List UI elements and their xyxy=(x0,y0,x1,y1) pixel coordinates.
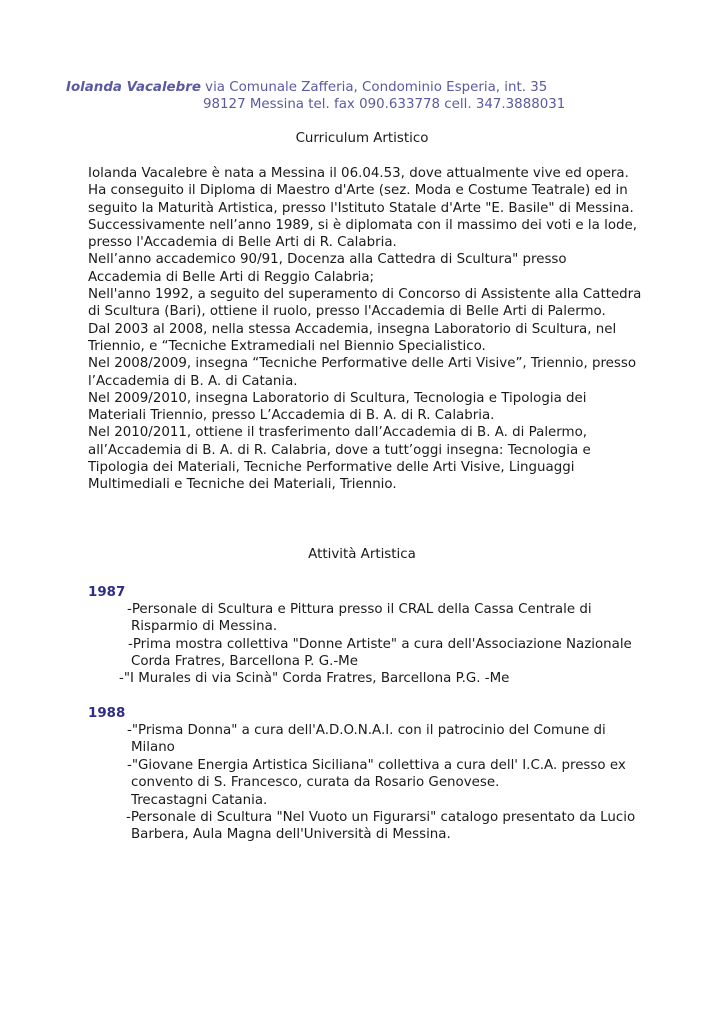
bio-line: Successivamente nell’anno 1989, si è diplomata con il massimo dei voti e la lode, xyxy=(88,217,638,233)
entry-1987-line: Risparmio di Messina. xyxy=(131,619,278,634)
bio-line: Nell'anno 1992, a seguito del superamento di Concorso di Assistente alla Cattedra xyxy=(88,287,642,303)
bio-line: all’Accademia di B. A. di R. Calabria, dove a tutt’oggi insegna: Tecnologia e xyxy=(88,442,591,458)
bio-line: Materiali Triennio, presso L’Accademia di B. A. di R. Calabria. xyxy=(88,408,495,424)
bio-line: Multimediali e Tecniche dei Materiali, Triennio. xyxy=(88,477,397,493)
bio-paragraph xyxy=(88,165,688,494)
entry-1987-line: -"I Murales di via Scinà" Corda Fratres, Barcellona P.G. -Me xyxy=(119,671,510,686)
bio-line: Dal 2003 al 2008, nella stessa Accademia, insegna Laboratorio di Scultura, nel xyxy=(88,321,617,337)
entry-1988-line: Milano xyxy=(131,740,175,755)
entry-1988-line: -"Giovane Energia Artistica Siciliana" collettiva a cura dell' I.C.A. presso ex xyxy=(127,758,626,773)
entry-1987-line: Corda Fratres, Barcellona P. G.-Me xyxy=(131,654,358,669)
year-heading-1987: 1987 xyxy=(88,585,126,600)
entry-1988-line: Trecastagni Catania. xyxy=(131,793,268,808)
bio-line: Tipologia dei Materiali, Tecniche Performative delle Arti Visive, Linguaggi xyxy=(88,460,575,476)
header-line-1 xyxy=(66,79,547,97)
bio-line: presso l'Accademia di Belle Arti di R. Calabria. xyxy=(88,235,397,251)
bio-line: seguito la Maturità Artistica, presso l'Istituto Statale d'Arte "E. Basile" di Messina. xyxy=(88,200,634,216)
curriculum-title: Curriculum Artistico xyxy=(295,131,429,146)
bio-line: Triennio, e “Tecniche Extramediali nel Biennio Specialistico. xyxy=(88,338,486,354)
bio-line: Nel 2009/2010, insegna Laboratorio di Scultura, Tecnologia e Tipologia dei xyxy=(88,390,587,406)
address-line-1: via Comunale Zafferia, Condominio Esperia, int. 35 xyxy=(200,80,548,95)
bio-line: Nel 2008/2009, insegna “Tecniche Performative delle Arti Visive”, Triennio, presso xyxy=(88,356,637,372)
bio-line: Iolanda Vacalebre è nata a Messina il 06.04.53, dove attualmente vive ed opera. xyxy=(88,166,629,181)
year-heading-1988: 1988 xyxy=(88,706,126,721)
bio-line: Nell’anno accademico 90/91, Docenza alla Cattedra di Scultura" presso xyxy=(88,252,567,268)
entry-1987-line: -Personale di Scultura e Pittura presso il CRAL della Cassa Centrale di xyxy=(127,602,592,617)
author-name: Iolanda Vacalebre xyxy=(66,80,201,95)
bio-line: Ha conseguito il Diploma di Maestro d'Arte (sez. Moda e Costume Teatrale) ed in xyxy=(88,183,628,199)
bio-line: Nel 2010/2011, ottiene il trasferimento dall’Accademia di B. A. di Palermo, xyxy=(88,425,588,441)
entry-1988-line: -"Prisma Donna" a cura dell'A.D.O.N.A.I. con il patrocinio del Comune di xyxy=(127,723,606,738)
entry-1987-line: -Prima mostra collettiva "Donne Artiste" a cura dell'Associazione Nazionale xyxy=(128,637,632,652)
entry-1988-line: Barbera, Aula Magna dell'Università di Messina. xyxy=(131,827,451,842)
entry-1988-line: -Personale di Scultura "Nel Vuoto un Figurarsi" catalogo presentato da Lucio xyxy=(126,810,636,825)
address-line-2: 98127 Messina tel. fax 090.633778 cell. 347.3888031 xyxy=(203,97,566,112)
bio-line: l’Accademia di B. A. di Catania. xyxy=(88,373,298,389)
bio-line: di Scultura (Bari), ottiene il ruolo, presso l'Accademia di Belle Arti di Palermo. xyxy=(88,304,606,320)
activity-title: Attività Artistica xyxy=(308,547,416,562)
bio-line: Accademia di Belle Arti di Reggio Calabria; xyxy=(88,269,375,285)
entry-1988-line: convento di S. Francesco, curata da Rosario Genovese. xyxy=(131,775,500,790)
